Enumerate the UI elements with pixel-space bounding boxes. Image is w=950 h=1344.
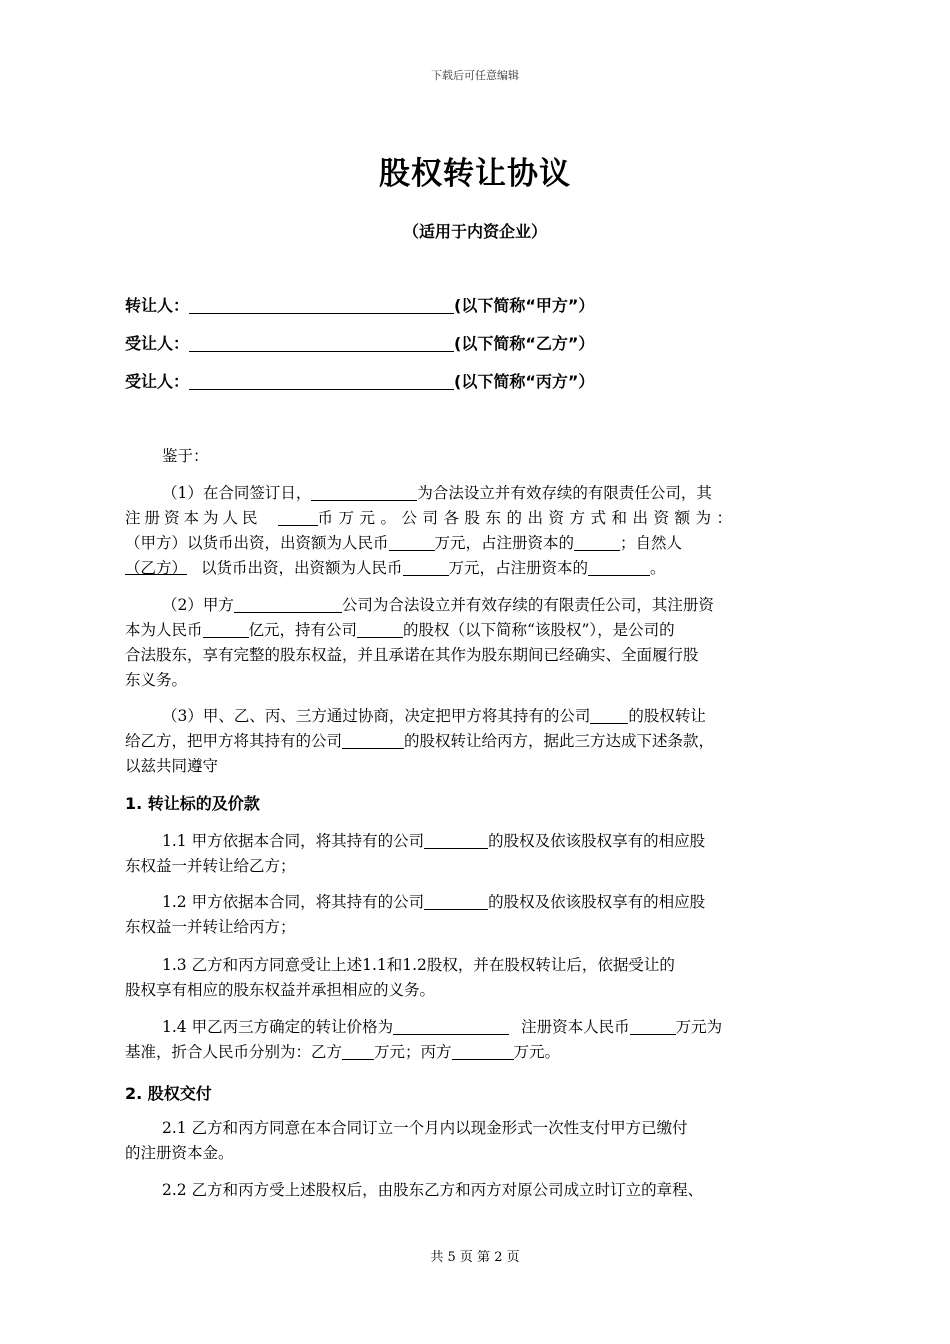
blank-field (389, 534, 435, 551)
text: （1）在合同签订日， (162, 484, 312, 502)
line: 东权益一并转让给乙方； (125, 857, 296, 875)
clause-2-line-3: 合法股东，享有完整的股东权益，并且承诺在其作为股东期间已经确实、全面履行股 (125, 646, 699, 664)
text: 1.1 甲方依据本合同，将其持有的公司 (162, 832, 425, 850)
section-1-2 (125, 890, 825, 940)
blank-field (403, 559, 449, 576)
clause-3-line-3: 以兹共同遵守 (125, 757, 219, 775)
section-2-2 (125, 1178, 825, 1203)
text: ；自然人 (620, 534, 683, 552)
party-name-blank (189, 333, 454, 352)
blank-field (234, 596, 342, 613)
section-1-heading: 1. 转让标的及价款 (125, 794, 260, 813)
text: 给乙方，把甲方将其持有的公司 (125, 732, 343, 750)
party-label: 受让人： (125, 334, 190, 353)
clause-2 (125, 593, 825, 693)
text: 的股权（以下简称“该股权”），是公司的 (403, 621, 675, 639)
document-title: 股权转让协议 (379, 156, 571, 192)
blank-field (588, 559, 650, 576)
text: （甲方）以货币出资，出资额为人民币 (125, 534, 389, 552)
text: 为合法设立并有效存续的有限责任公司，其 (417, 484, 712, 502)
line: 1.3 乙方和丙方同意受让上述1.1和1.2股权，并在股权转让后，依据受让的 (162, 956, 675, 974)
text: 本为人民币 (125, 621, 203, 639)
line: 2.2 乙方和丙方受上述股权后，由股东乙方和丙方对原公司成立时订立的章程、 (162, 1181, 704, 1199)
clause-1-line-3 (125, 531, 825, 556)
text: 注册资本为人民 (125, 509, 262, 527)
blank-field (590, 707, 628, 724)
text: 万元，占注册资本的 (448, 559, 589, 577)
line (125, 829, 825, 854)
section-1-1 (125, 829, 825, 879)
clause-2-line-2 (125, 618, 825, 643)
text: 万元为 (675, 1018, 723, 1036)
line (125, 890, 825, 915)
blank-field (342, 732, 404, 749)
section-2-heading: 2. 股权交付 (125, 1084, 212, 1103)
party-label: 受让人： (125, 372, 190, 391)
line: 2.1 乙方和丙方同意在本合同订立一个月内以现金形式一次性支付甲方已缴付 (162, 1119, 688, 1137)
whereas-heading (125, 444, 825, 469)
blank-field (393, 1018, 509, 1035)
text: 的股权转让给丙方，据此三方达成下述条款， (404, 732, 715, 750)
text: 的股权及依该股权享有的相应股 (488, 832, 706, 850)
party-name-blank (189, 371, 454, 390)
clause-1-line-1 (125, 481, 825, 506)
text: 万元，占注册资本的 (434, 534, 575, 552)
blank-field (342, 1043, 374, 1060)
blank-field (311, 484, 417, 501)
party-transferee-c (125, 369, 594, 392)
party-transferor (125, 293, 594, 316)
text: 注册资本人民币 (521, 1018, 630, 1036)
line (125, 1040, 825, 1065)
text: 1.2 甲方依据本合同，将其持有的公司 (162, 893, 425, 911)
clause-2-line-1 (125, 593, 825, 618)
clause-3 (125, 704, 825, 779)
clause-1-line-2 (125, 506, 825, 531)
blank-field (278, 509, 318, 526)
party-transferee-b (125, 331, 594, 354)
blank-field (452, 1043, 514, 1060)
section-2-1 (125, 1116, 825, 1166)
clause-1-line-4 (125, 556, 825, 581)
text: 万元；丙方 (374, 1043, 452, 1061)
page-header: 下载后可任意编辑 (431, 69, 519, 82)
line: 股权享有相应的股东权益并承担相应的义务。 (125, 981, 436, 999)
section-1-4 (125, 1015, 825, 1065)
party-name-blank (189, 295, 454, 314)
blank-field (203, 621, 249, 638)
text: 以货币出资，出资额为人民币 (201, 559, 403, 577)
text: 。 (650, 559, 666, 577)
whereas-label: 鉴于： (162, 447, 209, 465)
text: 万元。 (513, 1043, 561, 1061)
text: 1.4 甲乙丙三方确定的转让价格为 (162, 1018, 394, 1036)
party-label: 转让人： (125, 296, 190, 315)
clause-1 (125, 481, 825, 581)
text: 的股权及依该股权享有的相应股 (488, 893, 706, 911)
text: 公司为合法设立并有效存续的有限责任公司，其注册资 (341, 596, 714, 614)
line (125, 1015, 825, 1040)
blank-field (357, 621, 403, 638)
party-alias: (以下简称“乙方”） (454, 334, 595, 353)
blank-field (424, 832, 488, 849)
party-alias: (以下简称“丙方”） (454, 372, 595, 391)
section-1-3 (125, 953, 825, 1003)
text: 币万元。公司各股东的出资方式和出资额为： (317, 509, 738, 527)
text: 的股权转让 (628, 707, 706, 725)
underlined-party: （乙方） (125, 559, 188, 577)
clause-2-line-4: 东义务。 (125, 671, 188, 689)
party-alias: (以下简称“甲方”） (454, 296, 595, 315)
text: （2）甲方 (162, 596, 234, 614)
text: 基准，折合人民币分别为：乙方 (125, 1043, 343, 1061)
text: 亿元，持有公司 (248, 621, 358, 639)
text: （3）甲、乙、丙、三方通过协商，决定把甲方将其持有的公司 (162, 707, 591, 725)
page-footer: 共 5 页 第 2 页 (430, 1250, 520, 1265)
blank-field (630, 1018, 676, 1035)
clause-3-line-2 (125, 729, 825, 754)
document-subtitle: （适用于内资企业） (402, 222, 547, 241)
line: 东权益一并转让给丙方； (125, 918, 296, 936)
blank-field (574, 534, 620, 551)
blank-field (424, 893, 488, 910)
line: 的注册资本金。 (125, 1144, 234, 1162)
clause-3-line-1 (125, 704, 825, 729)
